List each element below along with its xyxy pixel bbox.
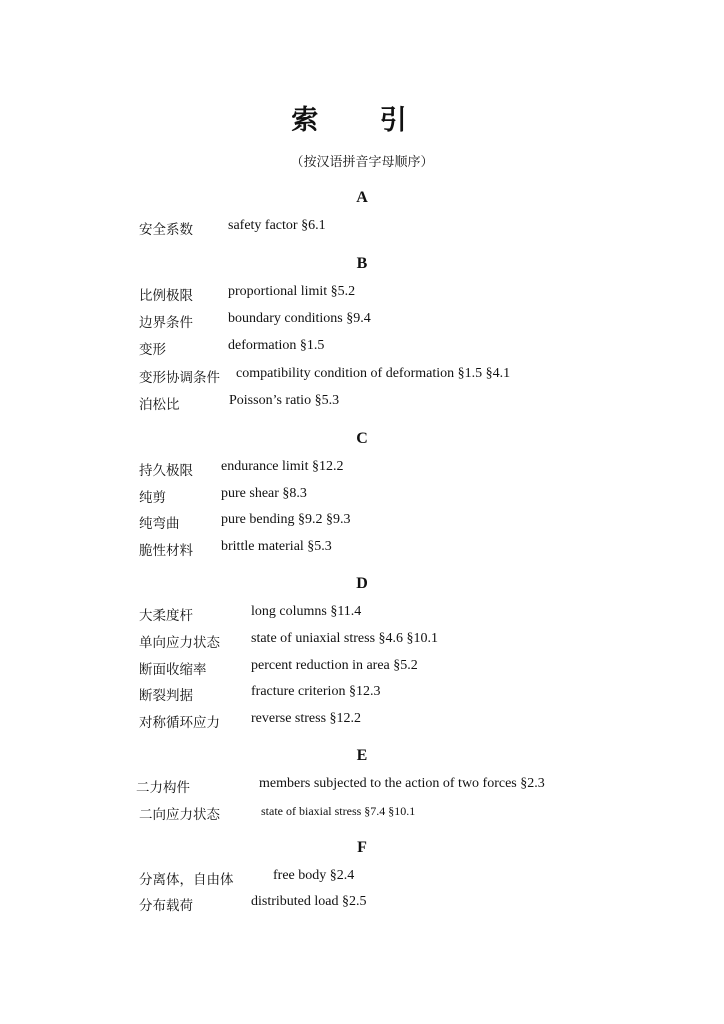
index-term-en: compatibility condition of deformation §1.5 §4.1 <box>236 366 511 381</box>
index-term-en: members subjected to the action of two forces §2.3 <box>259 776 545 791</box>
index-term-en: distributed load §2.5 <box>251 894 367 909</box>
index-term-zh: 变形协调条件 <box>139 370 220 386</box>
section-letter-a: A <box>356 189 368 206</box>
index-term-zh: 安全系数 <box>139 222 193 238</box>
index-term-en: endurance limit §12.2 <box>221 459 344 474</box>
section-letter-b: B <box>356 255 368 272</box>
page-subtitle: （按汉语拼音字母顺序） <box>290 155 434 170</box>
section-letter-c: C <box>356 430 368 447</box>
index-term-zh: 持久极限 <box>139 463 193 479</box>
index-term-en: state of biaxial stress §7.4 §10.1 <box>261 804 416 818</box>
index-term-zh: 变形 <box>139 342 166 358</box>
index-term-zh: 分离体，自由体 <box>139 872 234 888</box>
index-term-en: pure shear §8.3 <box>221 486 307 501</box>
index-term-zh: 断面收缩率 <box>139 662 207 678</box>
index-term-zh: 脆性材料 <box>139 543 193 559</box>
page-title: 索 引 <box>291 105 433 136</box>
index-term-en: safety factor §6.1 <box>228 218 326 233</box>
index-term-en: deformation §1.5 <box>228 338 325 353</box>
index-term-en: proportional limit §5.2 <box>228 284 356 299</box>
section-letter-f: F <box>357 839 367 856</box>
index-term-en: percent reduction in area §5.2 <box>251 658 418 673</box>
index-term-en: boundary conditions §9.4 <box>228 311 371 326</box>
index-term-zh: 单向应力状态 <box>139 635 220 651</box>
index-term-zh: 纯剪 <box>139 490 166 506</box>
index-term-en: brittle material §5.3 <box>221 539 332 554</box>
section-letter-e: E <box>356 747 368 764</box>
index-term-en: pure bending §9.2 §9.3 <box>221 512 351 527</box>
section-letter-d: D <box>356 575 368 592</box>
index-term-en: reverse stress §12.2 <box>251 711 362 726</box>
index-term-en: long columns §11.4 <box>251 604 362 619</box>
index-term-zh: 大柔度杆 <box>139 608 193 624</box>
index-term-en: Poisson’s ratio §5.3 <box>229 393 340 408</box>
index-term-zh: 分布载荷 <box>139 898 193 914</box>
index-term-en: state of uniaxial stress §4.6 §10.1 <box>251 631 439 646</box>
index-term-en: fracture criterion §12.3 <box>251 684 381 699</box>
index-term-zh: 对称循环应力 <box>139 715 220 731</box>
index-term-zh: 二力构件 <box>136 780 190 796</box>
index-term-zh: 边界条件 <box>139 315 193 331</box>
index-term-zh: 泊松比 <box>139 397 180 413</box>
index-term-zh: 二向应力状态 <box>139 807 220 823</box>
index-term-zh: 比例极限 <box>139 288 193 304</box>
index-term-zh: 纯弯曲 <box>139 516 180 532</box>
index-term-zh: 断裂判据 <box>139 688 193 704</box>
index-term-en: free body §2.4 <box>273 868 355 883</box>
